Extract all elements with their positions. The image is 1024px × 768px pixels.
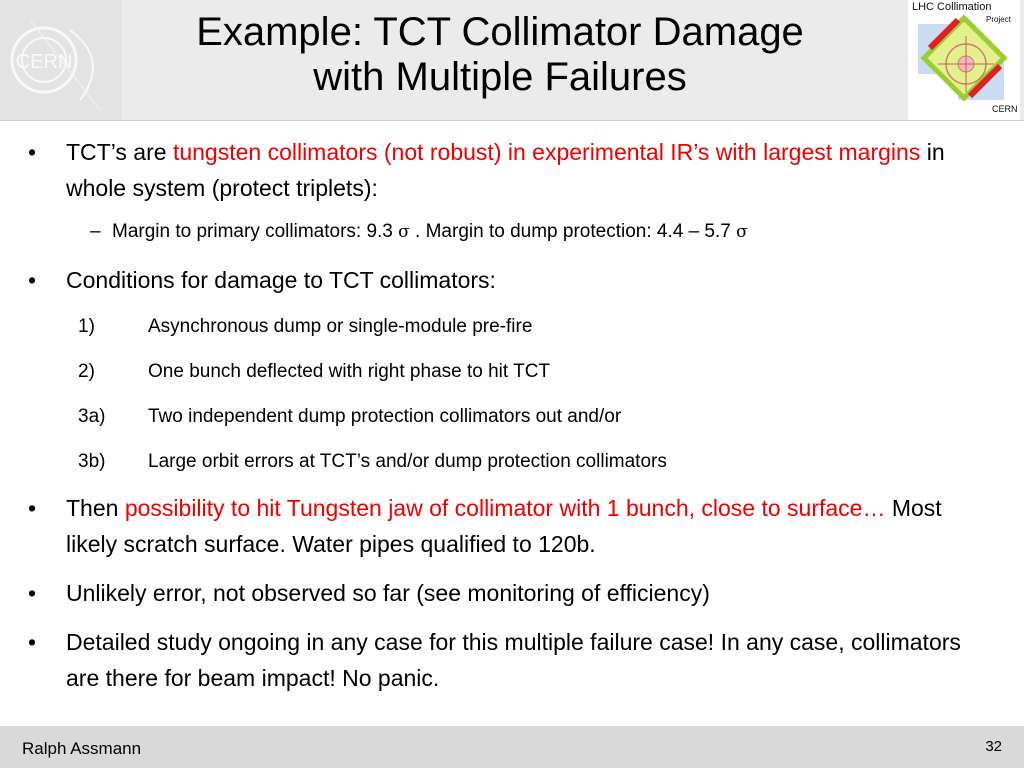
condition-text: Two independent dump protection collimators out and/or (148, 406, 622, 427)
slide-header (0, 0, 1024, 121)
condition-item (78, 314, 968, 340)
lhc-logo-cern: CERN (992, 104, 1018, 114)
footer-author: Ralph Assmann (22, 739, 142, 758)
slide-title (130, 10, 870, 100)
condition-text: Asynchronous dump or single-module pre-fire (148, 316, 533, 337)
bullet-unlikely (28, 575, 966, 611)
bullet-marker: • (28, 267, 37, 293)
sub-bullet-text: Margin to primary collimators: 9.3 (112, 221, 399, 242)
bullet-conditions (28, 262, 966, 298)
bullet-marker: • (28, 495, 37, 521)
bullet-study (28, 624, 966, 696)
title-line-2: with Multiple Failures (313, 55, 687, 99)
bullet-highlight: tungsten collimators (not robust) in experimental IR’s with largest margins (172, 139, 921, 165)
lhc-collimation-logo (908, 0, 1020, 120)
sigma-symbol: σ (398, 222, 410, 242)
condition-text: One bunch deflected with right phase to hit TCT (148, 361, 551, 382)
bullet-tct-intro (28, 134, 966, 206)
condition-number: 3b) (78, 451, 106, 472)
svg-text:CERN: CERN (15, 51, 73, 73)
bullet-text: in whole system (protect triplets): (66, 139, 945, 201)
bullet-text: Then (66, 495, 125, 521)
sub-bullet-text: . Margin to dump protection: 4.4 – 5.7 (409, 221, 737, 242)
bullet-marker: • (28, 139, 37, 165)
bullet-highlight: possibility to hit Tungsten jaw of collimator with 1 bunch, close to surface… (124, 495, 886, 521)
bullet-marker: • (28, 580, 37, 606)
condition-number: 2) (78, 361, 95, 382)
condition-item (78, 359, 968, 385)
condition-number: 1) (78, 316, 95, 337)
cern-logo (0, 0, 122, 120)
condition-item (78, 404, 968, 430)
condition-item (78, 449, 968, 475)
slide-footer (0, 726, 1024, 768)
lhc-logo-project: Project (986, 15, 1011, 24)
bullet-text: TCT’s are (66, 139, 173, 165)
sub-bullet-marker: – (90, 221, 101, 242)
cern-logo-graphic (0, 0, 122, 120)
page-number: 32 (985, 738, 1002, 755)
lhc-logo-title: LHC Collimation (912, 1, 992, 13)
sigma-symbol: σ (736, 222, 748, 242)
collimation-diamond-icon (908, 0, 1020, 120)
bullet-text: Detailed study ongoing in any case for this multiple failure case! In any case, collimators are there for beam impact! No panic. (66, 629, 961, 691)
bullet-text: Most likely scratch surface. Water pipes qualified to 120b. (66, 495, 942, 557)
sub-bullet-margins (90, 219, 992, 245)
bullet-text: Unlikely error, not observed so far (see monitoring of efficiency) (66, 580, 710, 606)
bullet-text: Conditions for damage to TCT collimators: (66, 267, 496, 293)
bullet-marker: • (28, 629, 37, 655)
bullet-possibility (28, 490, 966, 562)
title-line-1: Example: TCT Collimator Damage (196, 10, 804, 54)
condition-number: 3a) (78, 406, 106, 427)
condition-text: Large orbit errors at TCT’s and/or dump protection collimators (148, 451, 667, 472)
